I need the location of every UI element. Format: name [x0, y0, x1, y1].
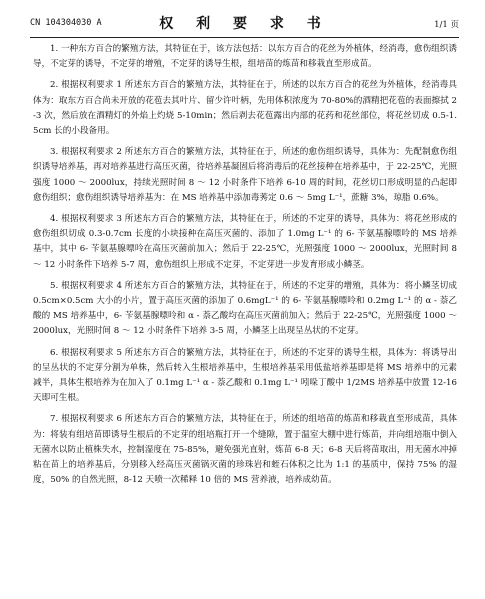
claim-4: 4. 根据权利要求 3 所述东方百合的繁殖方法，其特征在于，所述的不定芽的诱导，具体为：将花丝形成的愈伤组织切成 0.3-0.7cm 长度的小块接种在高压灭菌的、添加了 1.0mg L⁻¹ 的 6- 苄氨基腺嘌呤的 MS 培养基中，其中 6- 苄氨基腺嘌呤在高压灭菌前加入；然后于 22-25℃，光照强度 1000 ～ 2000lux，光照时间 8 ～ 12 小时条件下培养 5-7 周，愈伤组织上形成不定芽，不定芽进一步发育形成小鳞茎。 — [33, 214, 457, 270]
page-number: 1/1 页 — [434, 20, 459, 30]
claim-3: 3. 根据权利要求 2 所述东方百合的繁殖方法，其特征在于，所述的愈伤组织诱导，具体为：先配制愈伤组织诱导培养基，再对培养基进行高压灭菌，待培养基凝固后将消毒后的花丝接种在培养基中，于 22-25℃，光照强度 1000 ～ 2000lux，持续光照时间 8 ～ 12 小时条件下培养 6-10 周的时间，花丝切口形成明显的凸起即愈伤组织；愈伤组织诱导培养基为：在 MS 培养基中添加毒莠定 0.6 ～ 5mg L⁻¹，蔗糖 3%，琼脂 0.6%。 — [33, 147, 457, 203]
claim-5: 5. 根据权利要求 4 所述东方百合的繁殖方法，其特征在于，所述的不定芽的增殖，具体为：将小鳞茎切成 0.5cm×0.5cm 大小的小片，置于高压灭菌的添加了 0.6mgL⁻¹ 的 6- 苄氨基腺嘌呤和 0.2mg L⁻¹ 的 α - 萘乙酸的 MS 培养基中，6- 苄氨基腺嘌呤和 α - 萘乙酸均在高压灭菌前加入；然后于 22-25℃，光照强度 1000 ～ 2000lux，光照时间 8 ～ 12 小时条件下培养 3-5 周，小鳞茎上出现呈丛状的不定芽。 — [33, 280, 457, 337]
claim-6: 6. 根据权利要求 5 所述东方百合的繁殖方法，其特征在于，所述的不定芽的诱导生根，具体为：将诱导出的呈丛状的不定芽分割为单株，然后转入生根培养基中，生根培养基采用低盐培养基即是将 MS 培养中的元素减半，具体生根培养为在加入了 0.1mg L⁻¹ α - 萘乙酸和 0.1mg L⁻¹ 吲哚丁酸中 1/2MS 培养基中放置 12-16 天即可生根。 — [33, 347, 457, 404]
document-title: 权 利 要 求 书 — [159, 16, 330, 32]
header-divider — [30, 37, 459, 38]
document-number: CN 104304030 A — [30, 18, 102, 28]
page-header — [30, 12, 459, 36]
claim-2: 2. 根据权利要求 1 所述东方百合的繁殖方法，其特征在于，所述的以东方百合的花丝为外植体，经消毒具体为：取东方百合尚未开放的花苞去其叶片、留少许叶柄，先用体积浓度为 70-80%的酒精把花苞的表面擦拭 2-3 次，然后放在酒精灯的外焰上灼烧 5-10min；然后剥去花苞露出内部的花药和花丝部位，将花丝切成 0.5-1.5cm 长的小段备用。 — [33, 80, 457, 137]
claim-7: 7. 根据权利要求 6 所述东方百合的繁殖方法，其特征在于，所述的组培苗的炼苗和移栽直至形成苗，具体为：将装有组培苗即诱导生根后的不定芽的组培瓶打开一个缝隙，置于温室大棚中进行炼苗，并向组培瓶中倒入无菌水以防止植株失水，控制湿度在 75-85%，避免强光直射，炼苗 6-8 天；6-8 天后将苗取出，用无菌水冲掉粘在苗上的培养基后，分别移入经高压灭菌锅灭菌的珍珠岩和蛭石体积之比为 1:1 的基质中，保持 75% 的湿度，50% 的自然光照，8-12 天喷一次稀释 10 倍的 MS 营养液，培养成幼苗。 — [33, 414, 457, 486]
claim-1: 1. 一种东方百合的繁殖方法，其特征在于，该方法包括：以东方百合的花丝为外植体，经消毒，愈伤组织诱导，不定芽的诱导，不定芽的增殖，不定芽的诱导生根，组培苗的炼苗和移栽直至形成苗。 — [33, 44, 457, 70]
claims-body — [33, 42, 457, 494]
